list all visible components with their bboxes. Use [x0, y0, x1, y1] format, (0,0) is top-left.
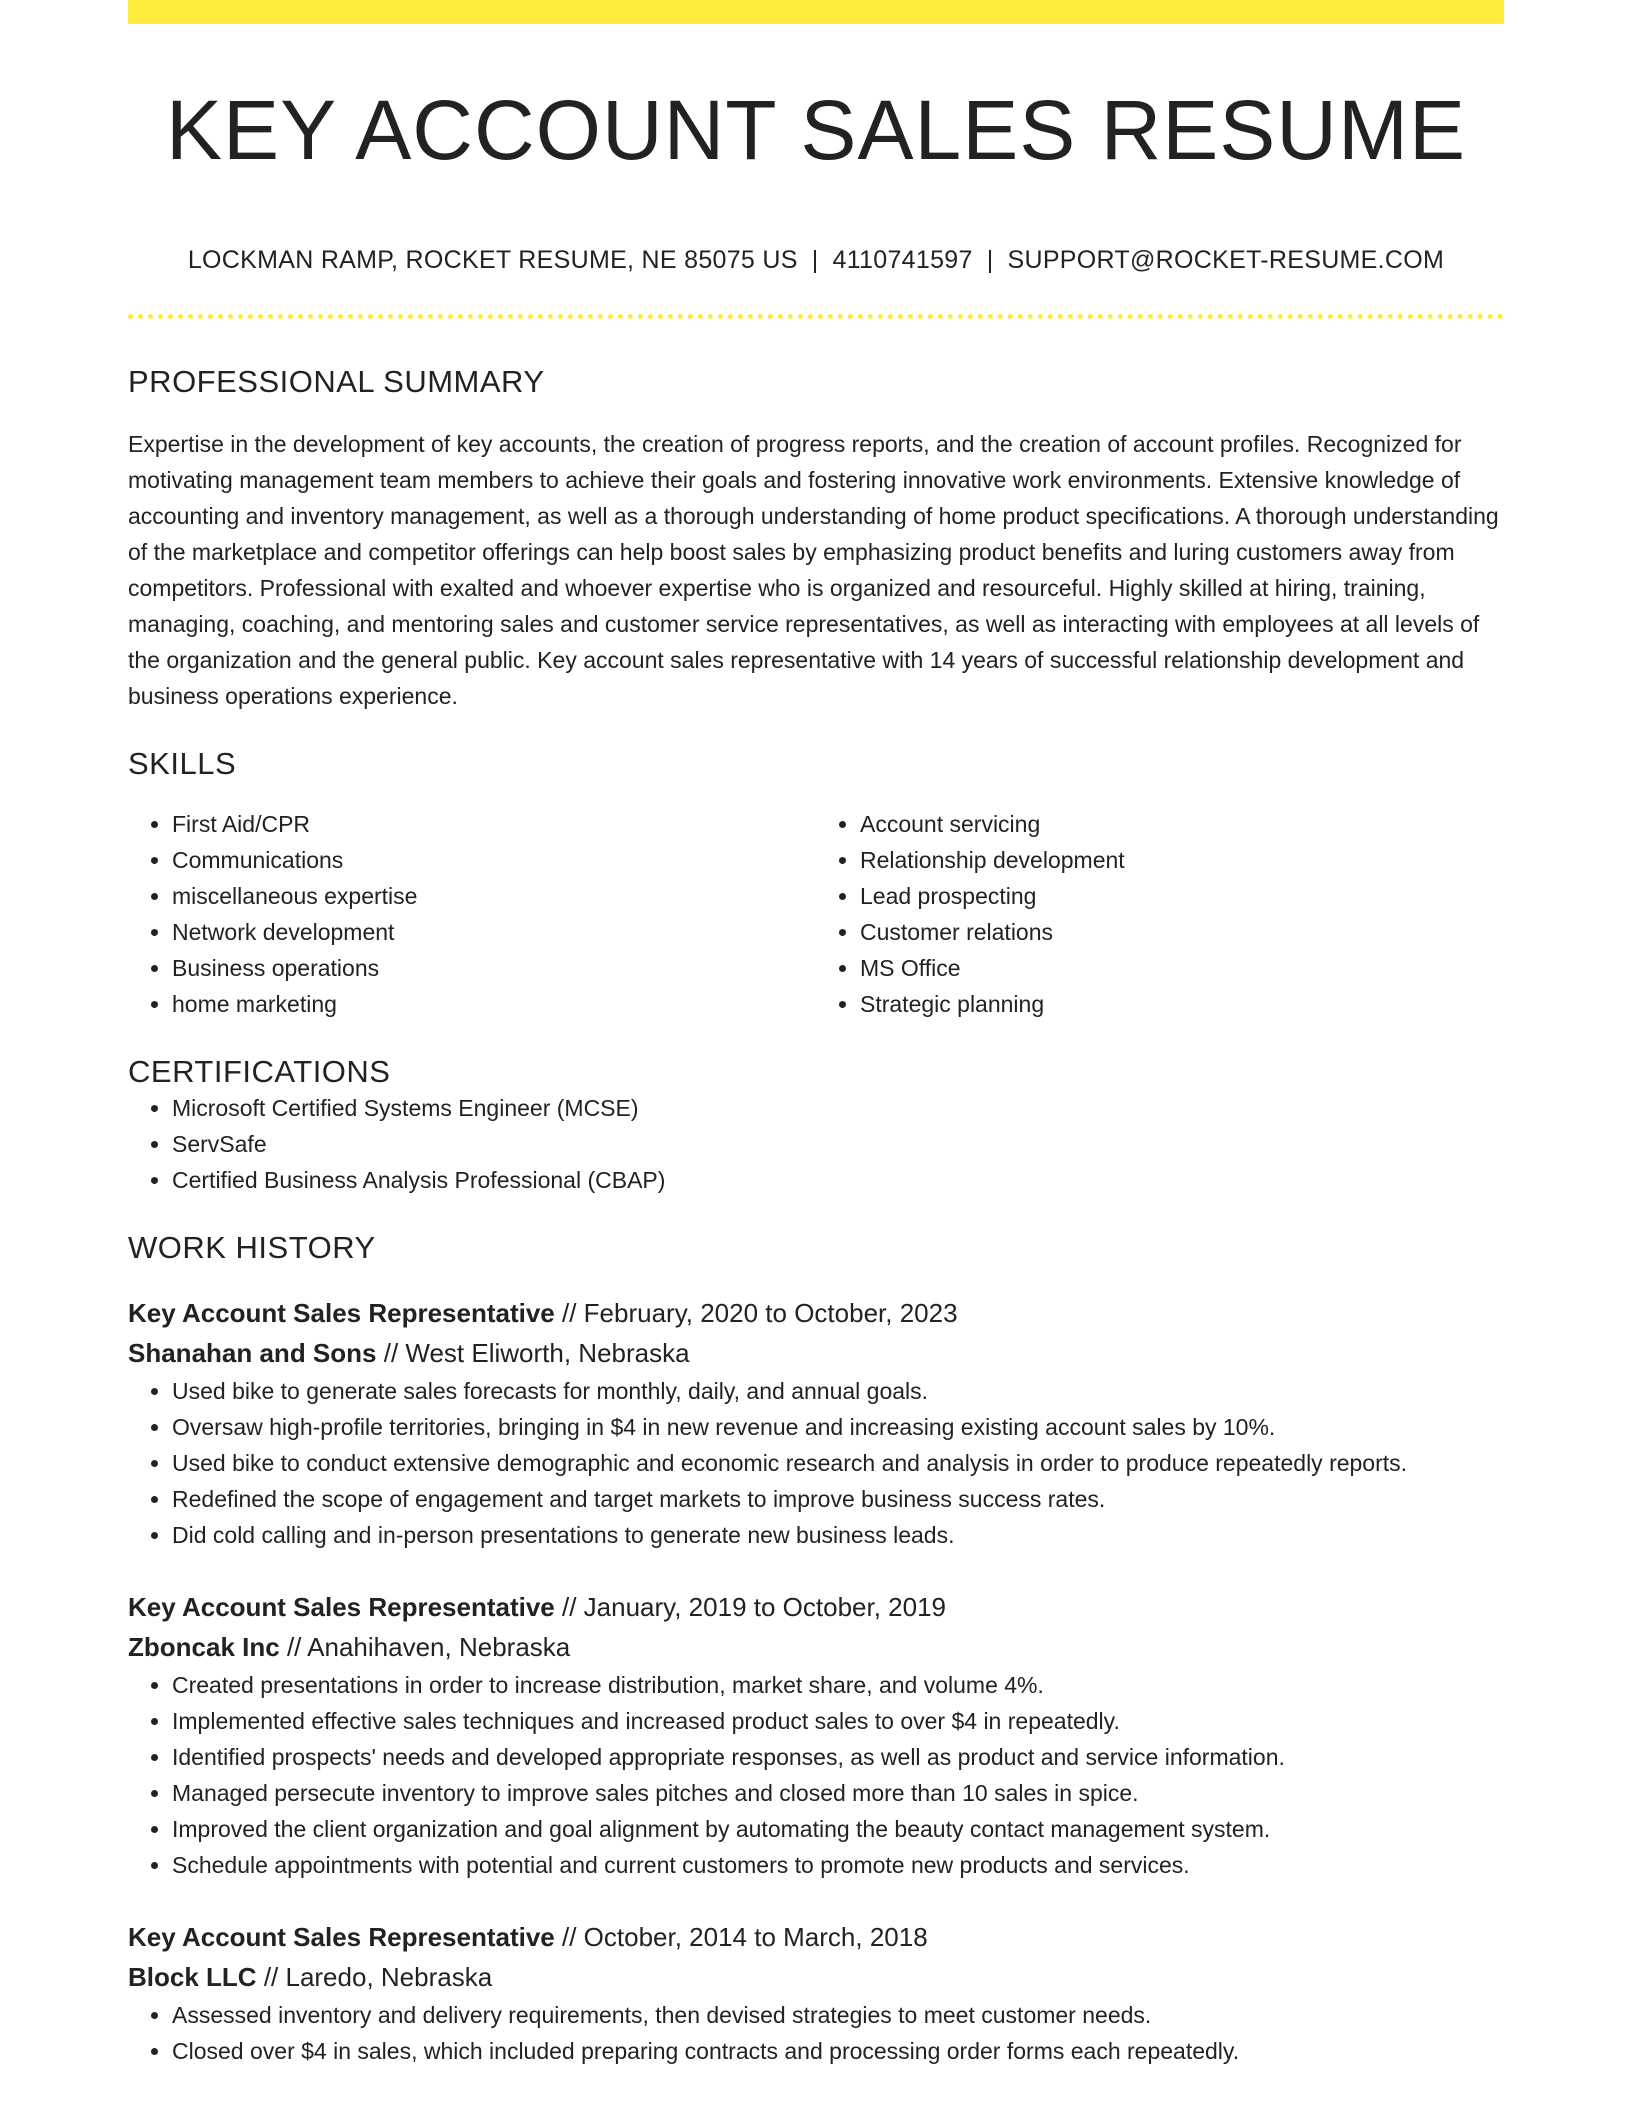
job-bullet: • Assessed inventory and delivery requirements, then devised strategies to meet customer needs.	[172, 1997, 1504, 2033]
skills-list-right	[816, 806, 1504, 1022]
job-bullet: • Did cold calling and in-person presentations to generate new business leads.	[172, 1517, 1504, 1553]
skill-item: • Customer relations	[860, 914, 1504, 950]
job-title: Key Account Sales Representative	[128, 1591, 555, 1622]
certifications-list	[128, 1090, 1504, 1198]
certification-item: • Microsoft Certified Systems Engineer (MCSE)	[172, 1090, 1504, 1126]
certification-item: • Certified Business Analysis Professional (CBAP)	[172, 1162, 1504, 1198]
job-company-line	[128, 1627, 1504, 1667]
job-bullet: • Used bike to generate sales forecasts for monthly, daily, and annual goals.	[172, 1373, 1504, 1409]
skills-columns	[128, 806, 1504, 1022]
skill-item: • Network development	[172, 914, 816, 950]
skills-heading: SKILLS	[128, 745, 237, 781]
skill-item: • Communications	[172, 842, 816, 878]
skill-item: • First Aid/CPR	[172, 806, 816, 842]
job-bullet: • Used bike to conduct extensive demographic and economic research and analysis in order to produce repeatedly reports.	[172, 1445, 1504, 1481]
job-title-line	[128, 1587, 1504, 1627]
skill-item: • Account servicing	[860, 806, 1504, 842]
job-entry	[128, 1293, 1504, 1553]
skill-item: • home marketing	[172, 986, 816, 1022]
job-bullets	[128, 1373, 1504, 1553]
skill-item: • Relationship development	[860, 842, 1504, 878]
job-title: Key Account Sales Representative	[128, 1921, 555, 1952]
summary-heading: PROFESSIONAL SUMMARY	[128, 363, 545, 399]
job-bullet: • Identified prospects' needs and developed appropriate responses, as well as product and service information.	[172, 1739, 1504, 1775]
job-bullet: • Managed persecute inventory to improve sales pitches and closed more than 10 sales in spice.	[172, 1775, 1504, 1811]
resume-content	[128, 0, 1504, 2069]
resume-title: KEY ACCOUNT SALES RESUME	[166, 83, 1466, 177]
contact-address: LOCKMAN RAMP, ROCKET RESUME, NE 85075 US	[187, 245, 798, 274]
job-company: Zboncak Inc	[128, 1631, 280, 1662]
job-dates: // January, 2019 to October, 2019	[562, 1591, 946, 1622]
dotted-divider	[128, 314, 1504, 319]
job-bullets	[128, 1997, 1504, 2069]
job-company: Shanahan and Sons	[128, 1337, 377, 1368]
job-bullet: • Oversaw high-profile territories, bringing in $4 in new revenue and increasing existing account sales by 10%.	[172, 1409, 1504, 1445]
contact-line	[128, 245, 1504, 275]
certifications-heading: CERTIFICATIONS	[128, 1054, 391, 1090]
job-location: // Anahihaven, Nebraska	[286, 1631, 571, 1662]
job-company-line	[128, 1333, 1504, 1373]
job-company-line	[128, 1957, 1504, 1997]
skill-item: • MS Office	[860, 950, 1504, 986]
job-title-line	[128, 1917, 1504, 1957]
contact-email: SUPPORT@ROCKET-RESUME.COM	[1007, 245, 1445, 274]
skill-item: • Strategic planning	[860, 986, 1504, 1022]
job-bullet: • Implemented effective sales techniques and increased product sales to over $4 in repeatedly.	[172, 1703, 1504, 1739]
job-title-line	[128, 1293, 1504, 1333]
job-bullet: • Closed over $4 in sales, which included preparing contracts and processing order forms each repeatedly.	[172, 2033, 1504, 2069]
job-bullet: • Redefined the scope of engagement and target markets to improve business success rates.	[172, 1481, 1504, 1517]
contact-phone: 4110741597	[832, 245, 973, 274]
certification-item: • ServSafe	[172, 1126, 1504, 1162]
job-company: Block LLC	[128, 1961, 257, 1992]
summary-text: Expertise in the development of key accounts, the creation of progress reports, and the creation of account profiles. Recognized for motivating management team members to achieve their goals and fostering innovative work environments. Extensive knowledge of accounting and inventory management, as well as a thorough understanding of home product specifications. A thorough understanding of the marketplace and competitor offerings can help boost sales by emphasizing product benefits and luring customers away from competitors. Professional with exalted and whoever expertise who is organized and resourceful. Highly skilled at hiring, training, managing, coaching, and mentoring sales and customer service representatives, as well as interacting with employees at all levels of the organization and the general public. Key account sales representative with 14 years of successful relationship development and business operations experience.	[128, 430, 1499, 709]
job-dates: // October, 2014 to March, 2018	[562, 1921, 928, 1952]
job-bullets	[128, 1667, 1504, 1883]
job-bullet: • Schedule appointments with potential and current customers to promote new products and services.	[172, 1847, 1504, 1883]
skill-item: • Lead prospecting	[860, 878, 1504, 914]
contact-separator: |	[811, 245, 819, 274]
skill-item: • Business operations	[172, 950, 816, 986]
job-bullet: • Created presentations in order to increase distribution, market share, and volume 4%.	[172, 1667, 1504, 1703]
job-entry	[128, 1587, 1504, 1883]
contact-separator: |	[986, 245, 994, 274]
job-title: Key Account Sales Representative	[128, 1297, 555, 1328]
job-bullet: • Improved the client organization and goal alignment by automating the beauty contact management system.	[172, 1811, 1504, 1847]
job-location: // West Eliworth, Nebraska	[383, 1337, 690, 1368]
skills-list-left	[128, 806, 816, 1022]
job-dates: // February, 2020 to October, 2023	[562, 1297, 958, 1328]
job-entry	[128, 1917, 1504, 2069]
job-location: // Laredo, Nebraska	[263, 1961, 493, 1992]
skill-item: • miscellaneous expertise	[172, 878, 816, 914]
work-history-heading: WORK HISTORY	[128, 1230, 376, 1266]
